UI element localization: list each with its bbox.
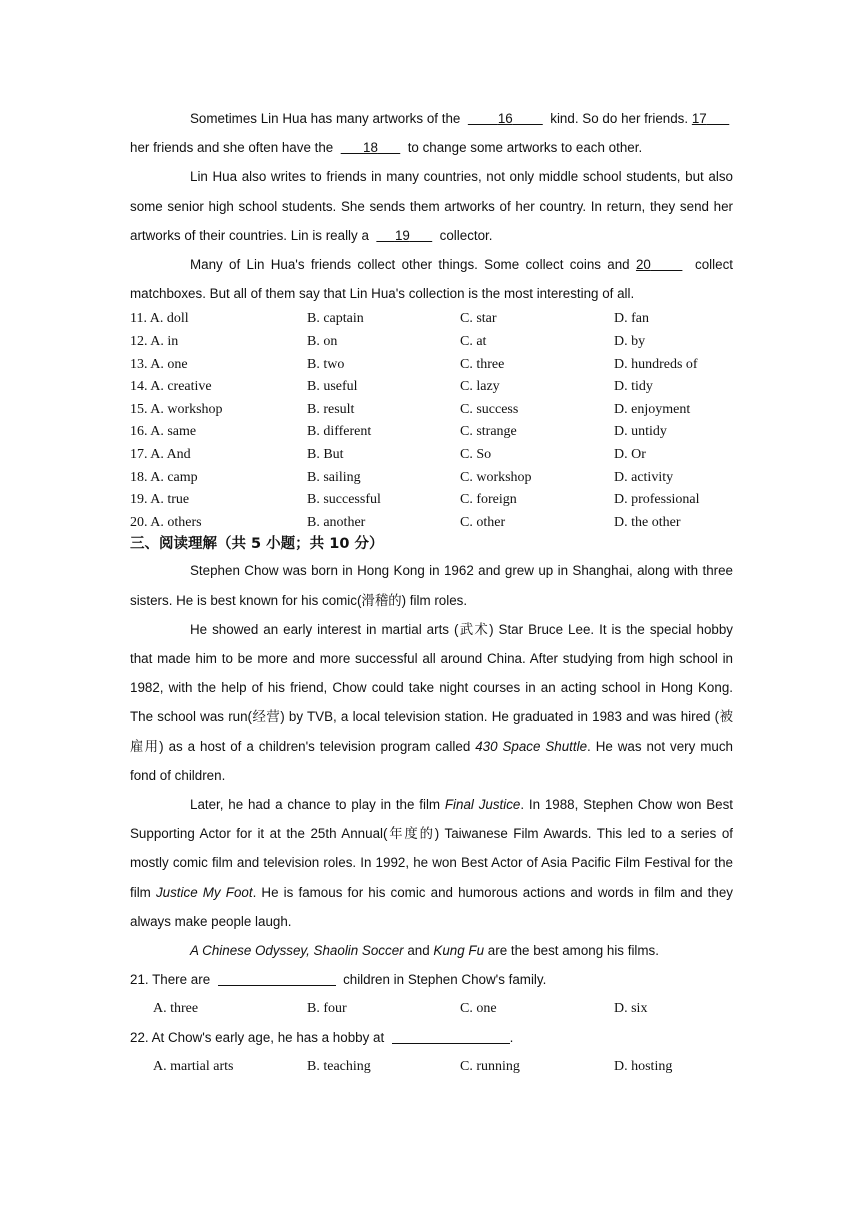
text: are the best among his films.: [487, 943, 659, 958]
option-d[interactable]: D. activity: [614, 469, 674, 485]
blank-number: 18: [363, 140, 378, 156]
option-b[interactable]: B. But: [307, 446, 344, 462]
option-b[interactable]: B. another: [307, 514, 366, 530]
reading-paragraph-4: [130, 936, 733, 965]
option-a[interactable]: 12. A. in: [130, 334, 179, 350]
film-title: A Chinese Odyssey, Shaolin Soccer: [190, 943, 404, 958]
option-row: [130, 354, 733, 377]
option-c[interactable]: C. at: [460, 334, 487, 350]
option-a[interactable]: A. martial arts: [153, 1059, 234, 1075]
option-a[interactable]: 13. A. one: [130, 356, 188, 372]
option-d[interactable]: D. the other: [614, 514, 681, 530]
answer-blank[interactable]: [218, 971, 336, 986]
text: and: [407, 943, 430, 958]
option-c[interactable]: C. strange: [460, 424, 517, 440]
option-c[interactable]: C. other: [460, 514, 506, 530]
cloze-paragraph-3: [130, 250, 733, 308]
blank-number: 19: [394, 227, 410, 243]
text: collector.: [439, 227, 493, 243]
option-d[interactable]: D. professional: [614, 492, 700, 508]
option-c[interactable]: C. foreign: [460, 492, 517, 508]
option-c[interactable]: C. three: [460, 356, 505, 372]
cloze-paragraph-2: [130, 162, 733, 250]
reading-paragraph-3: [130, 790, 733, 936]
option-b[interactable]: B. four: [307, 1001, 347, 1017]
cloze-paragraph-1: [130, 104, 733, 162]
option-b[interactable]: B. teaching: [307, 1059, 371, 1075]
question-text: 21. There are: [130, 972, 211, 988]
question-21-options: [130, 994, 733, 1023]
option-c[interactable]: C. running: [460, 1059, 520, 1075]
option-d[interactable]: D. hosting: [614, 1059, 673, 1075]
option-b[interactable]: B. two: [307, 356, 345, 372]
option-a[interactable]: 14. A. creative: [130, 379, 212, 395]
text: to change some artworks to each other.: [407, 140, 643, 156]
program-title: 430 Space Shuttle: [475, 738, 588, 754]
option-row: [130, 399, 733, 422]
question-text: 22. At Chow's early age, he has a hobby at: [130, 1030, 385, 1046]
option-c[interactable]: C. So: [460, 446, 492, 462]
option-b[interactable]: B. sailing: [307, 469, 361, 485]
option-b[interactable]: B. different: [307, 424, 372, 440]
option-a[interactable]: 11. A. doll: [130, 311, 189, 327]
cloze-options: [130, 308, 733, 534]
blank-18: [341, 140, 401, 155]
option-d[interactable]: D. fan: [614, 311, 649, 327]
text: . He is famous for his comic and humorous actions and words in film and they always make people laugh.: [130, 884, 733, 929]
option-b[interactable]: B. useful: [307, 379, 358, 395]
option-a[interactable]: A. three: [153, 1001, 199, 1017]
blank-17: [692, 111, 729, 126]
option-c[interactable]: C. lazy: [460, 379, 500, 395]
blank-16: [468, 111, 543, 126]
option-a[interactable]: 19. A. true: [130, 492, 190, 508]
option-a[interactable]: 15. A. workshop: [130, 401, 223, 417]
option-d[interactable]: D. hundreds of: [614, 356, 698, 372]
film-title: Kung Fu: [433, 943, 485, 958]
option-c[interactable]: C. star: [460, 311, 497, 327]
text: . In 1988, Stephen Chow won Best Supporting Actor for it at the 25th Annual(年度的) Taiwanese Film Awards. This led to a series of mostly comic film and television roles. In 1992, he won Best Actor of Asia Pacific Film Festival for the film: [130, 796, 733, 900]
text: her friends and she often have the: [130, 140, 334, 156]
option-d[interactable]: D. by: [614, 334, 646, 350]
section-heading: 三、阅读理解（共 5 小题；共 10 分）: [130, 536, 384, 553]
option-row: [130, 512, 733, 535]
option-row: [130, 331, 733, 354]
option-d[interactable]: D. Or: [614, 446, 646, 462]
text: Many of Lin Hua's friends collect other things. Some collect coins and: [190, 257, 630, 273]
text: collect matchboxes. But all of them say that Lin Hua's collection is the most interesting of all.: [130, 257, 733, 302]
blank-number: 17: [691, 111, 707, 126]
option-row: [130, 489, 733, 512]
option-c[interactable]: C. workshop: [460, 469, 532, 485]
question-22-options: [130, 1052, 733, 1081]
worksheet-page: [130, 104, 733, 1081]
option-b[interactable]: B. successful: [307, 492, 381, 508]
option-a[interactable]: 16. A. same: [130, 424, 197, 440]
option-b[interactable]: B. result: [307, 401, 355, 417]
option-c[interactable]: C. success: [460, 401, 519, 417]
option-d[interactable]: D. enjoyment: [614, 401, 691, 417]
option-c[interactable]: C. one: [460, 1001, 497, 1017]
film-title: Final Justice: [444, 796, 521, 812]
reading-paragraph-2: [130, 615, 733, 790]
option-b[interactable]: B. on: [307, 334, 338, 350]
option-d[interactable]: D. six: [614, 1001, 648, 1017]
text: . He was not very much fond of children.: [130, 738, 733, 783]
option-row: [130, 467, 733, 490]
option-a[interactable]: 18. A. camp: [130, 469, 198, 485]
text: Sometimes Lin Hua has many artworks of the: [190, 111, 461, 126]
question-text: .: [509, 1030, 514, 1046]
option-d[interactable]: D. tidy: [614, 379, 653, 395]
film-title: Justice My Foot: [155, 884, 253, 900]
question-21: [130, 965, 733, 994]
option-row: [130, 376, 733, 399]
text: Lin Hua also writes to friends in many countries, not only middle school students, but also some senior high school students. She sends them artworks of her country. In return, they send her artworks of their countries. Lin is really a: [130, 169, 733, 243]
blank-number: 20: [635, 257, 651, 273]
question-22: [130, 1023, 733, 1052]
option-d[interactable]: D. untidy: [614, 424, 667, 440]
option-a[interactable]: 17. A. And: [130, 446, 191, 462]
option-a[interactable]: 20. A. others: [130, 514, 202, 530]
text: He showed an early interest in martial arts (武术) Star Bruce Lee. It is the special hobby that made him to be more and more successful all around China. After studying from high school in 1982, with the help of his friend, Chow could take night courses in an acting school in Hong Kong. The school was run(经营) by TVB, a local television station. He graduated in 1983 and was hired (被雇用) as a host of a children's television program called: [130, 621, 733, 754]
blank-19: [376, 228, 432, 243]
option-row: [130, 308, 733, 331]
question-text: children in Stephen Chow's family.: [343, 972, 547, 988]
option-b[interactable]: B. captain: [307, 311, 364, 327]
option-row: [130, 421, 733, 444]
blank-20: [636, 257, 682, 272]
text: Later, he had a chance to play in the film: [190, 796, 441, 812]
text: kind. So do her friends.: [550, 111, 689, 126]
option-row: [130, 444, 733, 467]
blank-number: 16: [497, 111, 513, 126]
reading-paragraph-1: Stephen Chow was born in Hong Kong in 1962 and grew up in Shanghai, along with three sisters. He is best known for his comic(滑稽的) film roles.: [130, 563, 733, 608]
answer-blank[interactable]: [392, 1029, 510, 1044]
